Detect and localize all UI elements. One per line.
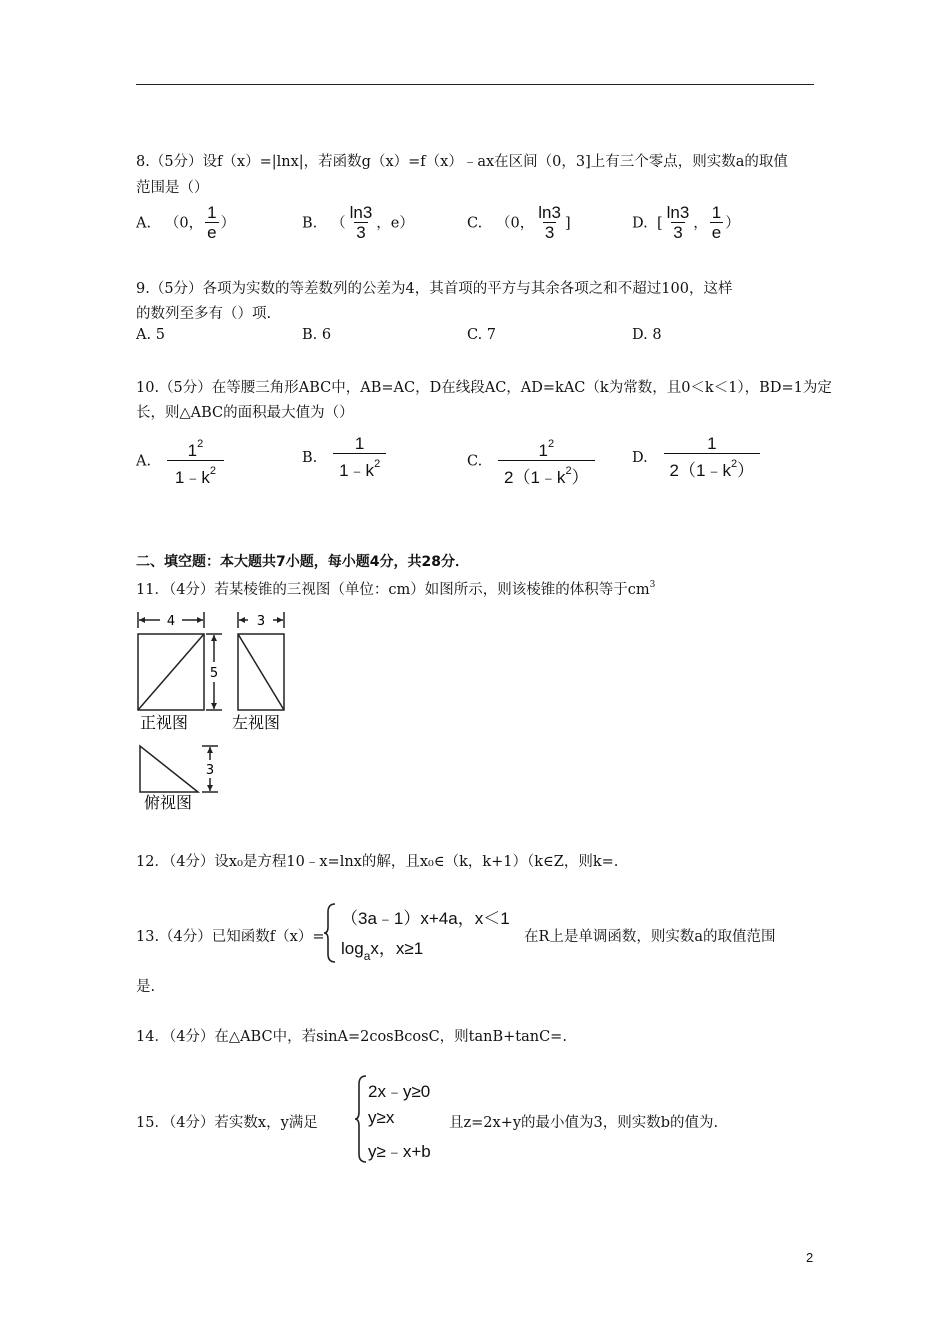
page-number: 2 bbox=[806, 1250, 814, 1265]
q10-option-c: C. $\frac{1^2}{2(1﹣k^2)}$ bbox=[467, 435, 597, 488]
q9-line1: 9.（5分）各项为实数的等差数列的公差为4，其首项的平方与其余各项之和不超过100，这样 bbox=[136, 281, 733, 297]
dim-side-width: 3 bbox=[256, 614, 266, 629]
q10-option-b: B. $\frac{1}{1﹣k^2}$ bbox=[302, 435, 388, 481]
q10-option-a: A. $\frac{1^2}{1﹣k^2}$ bbox=[136, 435, 226, 488]
q15-case2: y≥x bbox=[368, 1108, 395, 1127]
dim-depth: 3 bbox=[205, 763, 215, 778]
q15-post: 且z=2x+y的最小值为3，则实数b的值为. bbox=[449, 1115, 719, 1131]
q13-line2: 是. bbox=[136, 979, 156, 995]
q9-line2: 的数列至多有（）项. bbox=[136, 306, 272, 322]
label-side-view: 左视图 bbox=[232, 713, 281, 732]
q13-case1: （3a﹣1）x+4a，x＜1 bbox=[341, 909, 510, 928]
q10-option-d: D. $\frac{1}{2(1﹣k^2)}$ bbox=[632, 435, 762, 481]
q8-option-b: B. （ $\frac{\ln 3}{3}$ ，e） bbox=[302, 203, 414, 242]
q14-text: 14．（4分）在△ABC中，若sinA=2cosBcosC，则tanB+tanC=. bbox=[136, 1029, 567, 1045]
q9-option-a: A. 5 bbox=[136, 327, 165, 343]
section-heading: 二、填空题：本大题共7小题，每小题4分，共28分． bbox=[136, 554, 469, 570]
q15-pre: 15．（4分）若实数x，y满足 bbox=[136, 1115, 318, 1131]
dim-height: 5 bbox=[209, 666, 219, 681]
label-front-view: 正视图 bbox=[140, 713, 189, 732]
q13-post: 在R上是单调函数，则实数a的取值范围 bbox=[524, 929, 776, 945]
q8-option-d: D. [ $\frac{\ln 3}{3}$ ， $\frac{1}{e}$ ） bbox=[632, 203, 740, 242]
q10-line1: 10.（5分）在等腰三角形ABC中，AB=AC，D在线段AC，AD=kAC（k为常数，且0＜k＜1），BD=1为定 bbox=[136, 380, 832, 396]
q8-option-c: C. （0， $\frac{\ln 3}{3}$ ] bbox=[467, 203, 571, 242]
q11-text: 11．（4分）若某棱锥的三视图（单位：cm）如图所示，则该棱锥的体积等于$cm^3$ bbox=[136, 580, 656, 598]
q15-case3: y≥﹣x+b bbox=[368, 1142, 431, 1161]
q15-case1: 2x﹣y≥0 bbox=[368, 1082, 431, 1101]
q9-option-d: D. 8 bbox=[632, 327, 662, 343]
q8-option-a: A. （0， $\frac{1}{e}$ ） bbox=[136, 203, 236, 242]
q9-option-c: C. 7 bbox=[467, 327, 497, 343]
q12-text: 12．（4分）设x₀是方程10﹣x=lnx的解，且x₀∈（k，k+1）（k∈Z，则k=. bbox=[136, 854, 619, 870]
dim-front-width: 4 bbox=[166, 614, 176, 629]
q10-line2: 长，则△ABC的面积最大值为（） bbox=[136, 405, 354, 421]
q8-line1: 8.（5分）设f（x）=|lnx|，若函数g（x）=f（x）﹣ax在区间（0，3]上有三个零点，则实数a的取值 bbox=[136, 154, 788, 170]
q8-line2: 范围是（） bbox=[136, 180, 209, 196]
q13-case2: $\log_ax$，x≥1 bbox=[341, 939, 424, 963]
q13-brace-icon bbox=[323, 902, 337, 964]
q15-brace-icon bbox=[354, 1074, 368, 1164]
q13-pre: 13.（4分）已知函数f（x）= bbox=[136, 929, 325, 945]
q9-option-b: B. 6 bbox=[302, 327, 332, 343]
three-view-figure bbox=[132, 606, 292, 816]
label-top-view: 俯视图 bbox=[144, 793, 193, 812]
header-rule bbox=[136, 84, 814, 85]
